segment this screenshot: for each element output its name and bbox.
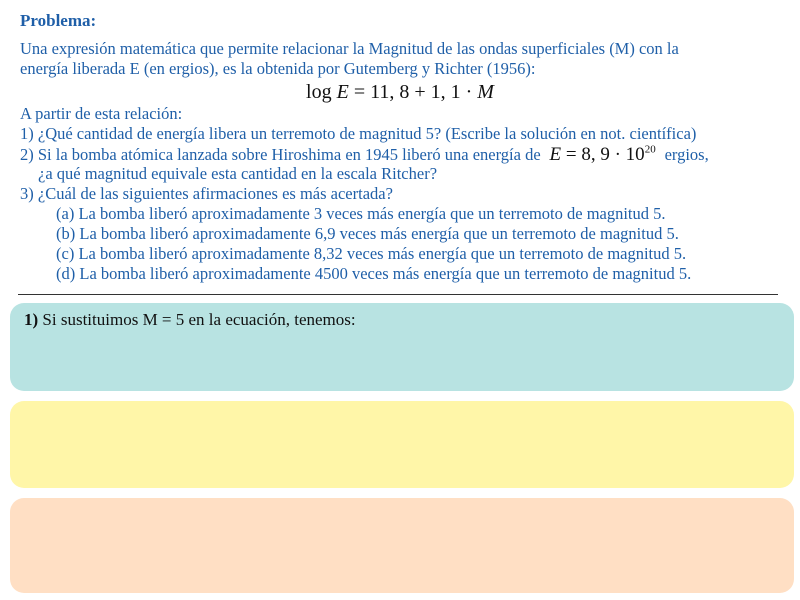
question-2-unit: ergios, [664,145,709,164]
question-2-value: = 8, 9 · 10 [565,144,645,165]
problem-title: Problema: [20,11,97,30]
option-d: (d) La bomba liberó aproximadamente 4500 veces más energía que un terremoto de magnitud 5. [56,264,692,283]
question-2-var-e: E [549,144,562,165]
answer-1-number: 1) [24,310,39,329]
relation-intro: A partir de esta relación: [20,104,183,123]
question-2-line-1 [20,144,709,166]
intro-line-1: Una expresión matemática que permite relacionar la Magnitud de las ondas superficiales (M) con la [20,39,679,58]
question-2-exponent: 20 [644,143,656,156]
formula-log: log [306,81,332,103]
question-2-line-2: ¿a qué magnitud equivale esta cantidad en la escala Ritcher? [38,164,438,183]
question-2-text: 2) Si la bomba atómica lanzada sobre Hiroshima en 1945 liberó una energía de [20,145,541,164]
divider [18,294,778,295]
answer-1-text [24,310,356,330]
answer-box-2 [10,401,794,488]
formula-var-m: M [477,81,494,103]
formula-var-e: E [336,81,349,103]
intro-line-2: energía liberada E (en ergios), es la obtenida por Gutemberg y Richter (1956): [20,59,536,78]
formula [0,81,800,104]
option-a: (a) La bomba liberó aproximadamente 3 veces más energía que un terremoto de magnitud 5. [56,204,666,223]
question-3: 3) ¿Cuál de las siguientes afirmaciones es más acertada? [20,184,393,203]
question-1: 1) ¿Qué cantidad de energía libera un terremoto de magnitud 5? (Escribe la solución en not. científica) [20,124,697,143]
answer-box-1 [10,303,794,391]
option-b: (b) La bomba liberó aproximadamente 6,9 veces más energía que un terremoto de magnitud 5. [56,224,679,243]
answer-box-3 [10,498,794,593]
answer-1-body: Si sustituimos M = 5 en la ecuación, tenemos: [38,310,356,329]
option-c: (c) La bomba liberó aproximadamente 8,32 veces más energía que un terremoto de magnitud 5. [56,244,687,263]
formula-rhs: = 11, 8 + 1, 1 · [353,81,478,103]
